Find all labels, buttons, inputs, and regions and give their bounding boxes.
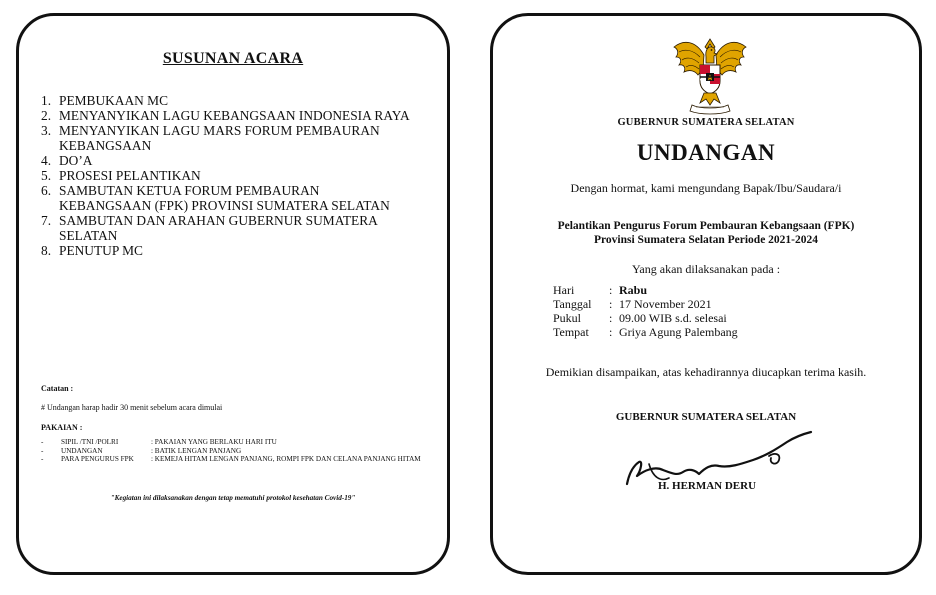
dress-group: PARA PENGURUS FPK xyxy=(61,455,134,464)
notes-section xyxy=(41,384,421,464)
dress-attire: : PAKAIAN YANG BERLAKU HARI ITU xyxy=(151,438,277,446)
detail-colon: : xyxy=(609,311,613,325)
event-title xyxy=(493,219,919,247)
agenda-item xyxy=(41,183,411,213)
dress-code-row xyxy=(41,438,421,447)
dress-dash: - xyxy=(41,455,44,464)
detail-row-time xyxy=(553,311,738,325)
detail-colon: : xyxy=(609,325,613,339)
invitation-title: UNDANGAN xyxy=(636,140,776,165)
dress-group: SIPIL /TNI /POLRI xyxy=(61,438,119,446)
health-protocol-note: "Kegiatan ini dilaksanakan dengan tetap mematuhi protokol kesehatan Covid-19" xyxy=(110,494,356,502)
event-details xyxy=(553,283,738,339)
dress-group: UNDANGAN xyxy=(61,446,103,455)
detail-value: 09.00 WIB s.d. selesai xyxy=(619,311,727,325)
agenda-number: 8. xyxy=(41,243,52,258)
invitation-card xyxy=(490,13,922,575)
signatory-title: GUBERNUR SUMATERA SELATAN xyxy=(615,411,797,423)
greeting-text: Dengan hormat, kami mengundang Bapak/Ibu/Saudara/i xyxy=(570,181,842,195)
detail-label: Tanggal xyxy=(553,297,592,311)
agenda-text: PENUTUP MC xyxy=(59,243,143,258)
detail-label: Hari xyxy=(553,283,575,297)
dress-code-label: PAKAIAN : xyxy=(41,423,83,432)
detail-row-place xyxy=(553,325,738,339)
signatory-name: H. HERMAN DERU xyxy=(657,480,757,492)
dress-code-row xyxy=(41,455,421,464)
agenda-number: 6. xyxy=(41,183,52,198)
agenda-text: MENYANYIKAN LAGU KEBANGSAAN INDONESIA RAYA xyxy=(59,108,410,123)
agenda-item xyxy=(41,168,411,183)
issuer-heading: GUBERNUR SUMATERA SELATAN xyxy=(617,117,795,128)
agenda-text: PROSESI PELANTIKAN xyxy=(59,168,201,183)
agenda-item xyxy=(41,243,411,258)
detail-colon: : xyxy=(609,297,613,311)
agenda-number: 5. xyxy=(41,168,52,183)
detail-value: 17 November 2021 xyxy=(619,297,712,311)
agenda-text: PEMBUKAAN MC xyxy=(59,93,169,108)
agenda-card xyxy=(16,13,450,575)
agenda-item xyxy=(41,213,411,243)
dress-attire: : BATIK LENGAN PANJANG xyxy=(151,446,242,455)
agenda-text: SAMBUTAN DAN ARAHAN GUBERNUR SUMATERA SELATAN xyxy=(59,213,378,243)
notes-label: Catatan : xyxy=(41,384,74,393)
agenda-item xyxy=(41,123,411,153)
agenda-number: 3. xyxy=(41,123,52,138)
dress-attire: : KEMEJA HITAM LENGAN PANJANG, ROMPI FPK DAN CELANA PANJANG HITAM xyxy=(151,455,421,464)
detail-label: Tempat xyxy=(553,325,589,339)
detail-value: Rabu xyxy=(619,283,648,297)
agenda-text: DO’A xyxy=(59,153,93,168)
dress-code-row xyxy=(41,447,421,456)
note-text: # Undangan harap hadir 30 menit sebelum acara dimulai xyxy=(41,403,223,412)
dress-dash: - xyxy=(41,446,44,455)
agenda-number: 1. xyxy=(41,93,52,108)
agenda-item xyxy=(41,93,411,108)
agenda-item xyxy=(41,153,411,168)
garuda-emblem-icon xyxy=(670,35,750,117)
agenda-text: SAMBUTAN KETUA FORUM PEMBAURAN KEBANGSAAN (FPK) PROVINSI SUMATERA SELATAN xyxy=(59,183,390,213)
agenda-item xyxy=(41,108,411,123)
detail-row-day xyxy=(553,283,738,297)
agenda-list xyxy=(41,93,411,258)
detail-value: Griya Agung Palembang xyxy=(619,325,738,339)
agenda-title: SUSUNAN ACARA xyxy=(162,50,304,67)
agenda-text: MENYANYIKAN LAGU MARS FORUM PEMBAURAN KEBANGSAAN xyxy=(59,123,380,153)
agenda-number: 4. xyxy=(41,153,52,168)
schedule-intro: Yang akan dilaksanakan pada : xyxy=(631,262,781,276)
event-title-line: Pelantikan Pengurus Forum Pembauran Kebangsaan (FPK) xyxy=(557,220,855,232)
detail-colon: : xyxy=(609,283,613,297)
event-title-line: Provinsi Sumatera Selatan Periode 2021-2024 xyxy=(593,234,819,246)
agenda-number: 2. xyxy=(41,108,52,123)
closing-text: Demikian disampaikan, atas kehadirannya diucapkan terima kasih. xyxy=(545,365,867,379)
dress-dash: - xyxy=(41,438,44,446)
detail-row-date xyxy=(553,297,738,311)
detail-label: Pukul xyxy=(553,311,582,325)
agenda-number: 7. xyxy=(41,213,52,228)
